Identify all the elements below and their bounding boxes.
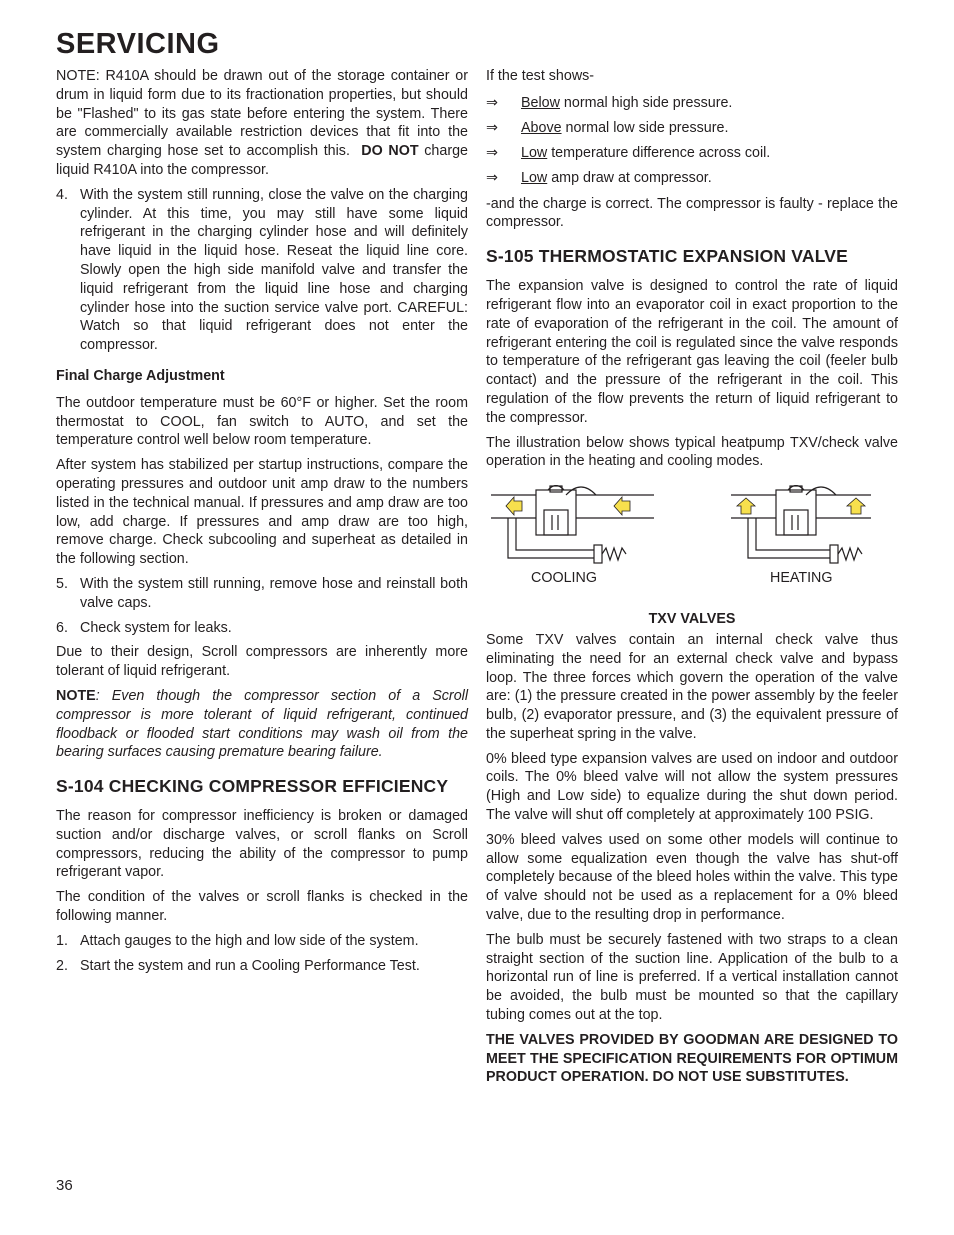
- goodman-warning: THE VALVES PROVIDED BY GOODMAN ARE DESIGNED TO MEET THE SPECIFICATION REQUIREMENTS FOR OPTIMUM PRODUCT OPERATION. DO NOT USE SUBSTITUTES.: [486, 1031, 898, 1086]
- step-6: 6. Check system for leaks.: [56, 619, 232, 636]
- test-conclusion: -and the charge is correct. The compressor is faulty - replace the compressor.: [486, 195, 898, 231]
- step-4: 4. With the system still running, close the valve on the charging cylinder. At this time, you may still have some liquid refrigerant in the charging cylinder hose and will definitely have liquid in the liquid hose. Reseat the liquid line core. Slowly open the high side manifold valve and transfer the liquid refrigerant from the liquid line hose and charging cylinder hose into the suction service valve port. CAREFUL: Watch so that liquid refrigerant does not enter the compressor.: [56, 186, 468, 354]
- s104-step-2: 2. Start the system and run a Cooling Performance Test.: [56, 957, 420, 974]
- s105-paragraph-5: 30% bleed valves used on some other models will continue to allow some equalization even though the valve has shut-off completely because of the bleed holes within the valve. This type of valve should not be used as a replacement for a 0% bleed valve, due to the resulting drop in performance.: [486, 831, 898, 924]
- s105-heading: S-105 THERMOSTATIC EXPANSION VALVE: [486, 246, 849, 267]
- heating-flow-arrows: [737, 498, 865, 514]
- arrow-icon: ⇒: [486, 170, 498, 187]
- arrow-icon: ⇒: [486, 145, 498, 162]
- step-5: 5. With the system still running, remove hose and reinstall both valve caps.: [56, 575, 468, 611]
- s104-step-1: 1. Attach gauges to the high and low side of the system.: [56, 932, 419, 949]
- right-column: [486, 67, 898, 1087]
- test-item: ⇒ Above normal low side pressure.: [486, 119, 729, 136]
- figure-caption: TXV VALVES: [648, 611, 736, 628]
- s105-paragraph-2: The illustration below shows typical heatpump TXV/check valve operation in the heating and cooling modes.: [486, 434, 898, 470]
- test-item: ⇒ Low temperature difference across coil.: [486, 145, 771, 162]
- s104-paragraph-1: The reason for compressor inefficiency is broken or damaged suction and/or discharge valves, or scroll flanks on Scroll compressors, reducing the ability of the compressor to pump refrigerant vapor.: [56, 808, 468, 881]
- txv-valve-figure: [486, 485, 898, 610]
- s104-heading: S-104 CHECKING COMPRESSOR EFFICIENCY: [56, 776, 449, 797]
- txv-valve-diagram: [486, 485, 898, 569]
- test-item: ⇒ Low amp draw at compressor.: [486, 170, 712, 187]
- left-column: [56, 67, 468, 981]
- scroll-compressor-paragraph: Due to their design, Scroll compressors are inherently more tolerant of liquid refrigerant.: [56, 644, 468, 680]
- cooling-label: COOLING: [531, 570, 597, 587]
- final-charge-paragraph-1: The outdoor temperature must be 60°F or higher. Set the room thermostat to COOL, fan switch to AUTO, and set the temperature control well below room temperature.: [56, 394, 468, 449]
- final-charge-paragraph-2: After system has stabilized per startup instructions, compare the operating pressures and outdoor unit amp draw to the numbers listed in the technical manual. If pressures and amp draw are too low, add charge. If pressures and amp draw are too high, remove charge. Check subcooling and superheat as detailed in the following section.: [56, 457, 468, 568]
- page-number: 36: [56, 1177, 73, 1194]
- final-charge-heading: Final Charge Adjustment: [56, 367, 225, 384]
- s104-paragraph-2: The condition of the valves or scroll flanks is checked in the following manner.: [56, 889, 468, 925]
- s105-paragraph-4: 0% bleed type expansion valves are used on indoor and outdoor coils. The 0% bleed valve will not allow the system pressures (High and Low side) to equalize during the shut down period. The valve will shut off completely at approximately 100 PSIG.: [486, 750, 898, 824]
- test-item: ⇒ Below normal high side pressure.: [486, 94, 733, 111]
- page-title: SERVICING: [56, 28, 220, 60]
- cooling-valve-diagram: [491, 486, 654, 564]
- s105-paragraph-3: Some TXV valves contain an internal check valve thus eliminating the need for an external check valve and bypass loop. The three forces which govern the operation of the valve are: (1) the pressure created in the power assembly by the feeler bulb, (2) evaporator pressure, and (3) the equivalent pressure of the superheat spring in the valve.: [486, 631, 898, 742]
- bearing-note: NOTE: Even though the compressor section of a Scroll compressor is more tolerant of liquid refrigerant, continued floodback or flooded start conditions may wash oil from the bearing surfaces causing premature bearing failure.: [56, 687, 468, 761]
- heating-valve-diagram: [731, 486, 871, 564]
- test-intro: If the test shows-: [486, 68, 595, 84]
- heating-label: HEATING: [770, 570, 833, 587]
- s105-paragraph-1: The expansion valve is designed to control the rate of liquid refrigerant flow into an evaporator coil in exact proportion to the rate of evaporation of the refrigerant in the coil. The amount of refrigerant entering the coil is regulated since the valve responds to temperature of the refrigerant gas leaving the coil (feeler bulb contact) and the pressure of the refrigerant in the coil. This regulation of the flow prevents the return of liquid refrigerant to the compressor.: [486, 278, 898, 426]
- arrow-icon: ⇒: [486, 119, 498, 136]
- s105-paragraph-6: The bulb must be securely fastened with two straps to a clean straight section of the suction line. Application of the bulb to a horizontal run of line is preferred. If a vertical installation cannot be avoided, the bulb must be mounted so that the capillary tubing comes out at the top.: [486, 931, 898, 1024]
- arrow-icon: ⇒: [486, 94, 498, 111]
- r410a-note: NOTE: R410A should be drawn out of the storage container or drum in liquid form due to its fractionation properties, but should be "Flashed" to its gas state before entering the system. There are commercially available restriction devices that fit into the system charging hose set to accomplish this. DO NOT charge liquid R410A into the compressor.: [56, 68, 468, 178]
